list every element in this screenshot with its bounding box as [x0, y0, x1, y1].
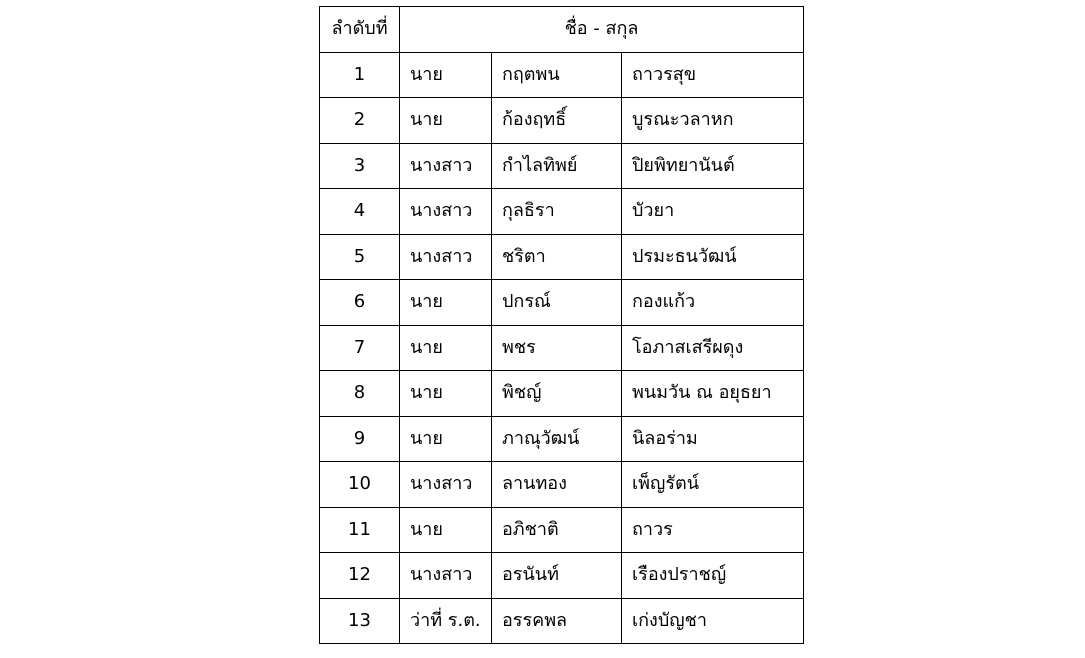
first-name-cell: ภาณุวัฒน์	[492, 416, 622, 462]
title-cell: นางสาว	[400, 234, 492, 280]
table-body	[320, 52, 804, 644]
row-number-cell: 8	[320, 371, 400, 417]
title-cell: นาย	[400, 280, 492, 326]
last-name-cell: พนมวัน ณ อยุธยา	[622, 371, 804, 417]
order-column-header: ลำดับที่	[320, 7, 400, 53]
row-number-cell: 5	[320, 234, 400, 280]
last-name-cell: เพ็ญรัตน์	[622, 462, 804, 508]
table-row	[320, 325, 804, 371]
table-row	[320, 98, 804, 144]
row-number-cell: 1	[320, 52, 400, 98]
row-number-cell: 12	[320, 553, 400, 599]
first-name-cell: กฤตพน	[492, 52, 622, 98]
last-name-cell: โอภาสเสรีผดุง	[622, 325, 804, 371]
last-name-cell: กองแก้ว	[622, 280, 804, 326]
title-cell: นางสาว	[400, 143, 492, 189]
table-row	[320, 143, 804, 189]
first-name-cell: อรรคพล	[492, 598, 622, 644]
title-cell: นางสาว	[400, 462, 492, 508]
title-cell: นาย	[400, 98, 492, 144]
row-number-cell: 7	[320, 325, 400, 371]
table-row	[320, 52, 804, 98]
table-row	[320, 553, 804, 599]
table-row	[320, 280, 804, 326]
last-name-cell: ปรมะธนวัฒน์	[622, 234, 804, 280]
name-list-document	[319, 6, 803, 644]
last-name-cell: ถาวรสุข	[622, 52, 804, 98]
first-name-cell: พิชญ์	[492, 371, 622, 417]
row-number-cell: 13	[320, 598, 400, 644]
first-name-cell: ชริตา	[492, 234, 622, 280]
table-row	[320, 416, 804, 462]
title-cell: นางสาว	[400, 553, 492, 599]
row-number-cell: 10	[320, 462, 400, 508]
table-row	[320, 598, 804, 644]
last-name-cell: ปิยพิทยานันต์	[622, 143, 804, 189]
name-column-header: ชื่อ - สกุล	[400, 7, 804, 53]
last-name-cell: นิลอร่าม	[622, 416, 804, 462]
row-number-cell: 4	[320, 189, 400, 235]
first-name-cell: อภิชาติ	[492, 507, 622, 553]
row-number-cell: 2	[320, 98, 400, 144]
row-number-cell: 3	[320, 143, 400, 189]
row-number-cell: 6	[320, 280, 400, 326]
row-number-cell: 9	[320, 416, 400, 462]
last-name-cell: เก่งบัญชา	[622, 598, 804, 644]
first-name-cell: ลานทอง	[492, 462, 622, 508]
last-name-cell: บัวยา	[622, 189, 804, 235]
last-name-cell: เรืองปราชญ์	[622, 553, 804, 599]
title-cell: นาย	[400, 52, 492, 98]
title-cell: นาย	[400, 507, 492, 553]
table-row	[320, 234, 804, 280]
title-cell: นาย	[400, 325, 492, 371]
last-name-cell: บูรณะวลาหก	[622, 98, 804, 144]
title-cell: นางสาว	[400, 189, 492, 235]
first-name-cell: ก้องฤทธิ์	[492, 98, 622, 144]
first-name-cell: กำไลทิพย์	[492, 143, 622, 189]
first-name-cell: อรนันท์	[492, 553, 622, 599]
name-list-table	[319, 6, 804, 644]
table-row	[320, 462, 804, 508]
table-row	[320, 371, 804, 417]
table-header-row	[320, 7, 804, 53]
title-cell: นาย	[400, 371, 492, 417]
title-cell: ว่าที่ ร.ต.	[400, 598, 492, 644]
first-name-cell: กุลธิรา	[492, 189, 622, 235]
last-name-cell: ถาวร	[622, 507, 804, 553]
table-row	[320, 507, 804, 553]
first-name-cell: พชร	[492, 325, 622, 371]
row-number-cell: 11	[320, 507, 400, 553]
title-cell: นาย	[400, 416, 492, 462]
first-name-cell: ปกรณ์	[492, 280, 622, 326]
table-row	[320, 189, 804, 235]
